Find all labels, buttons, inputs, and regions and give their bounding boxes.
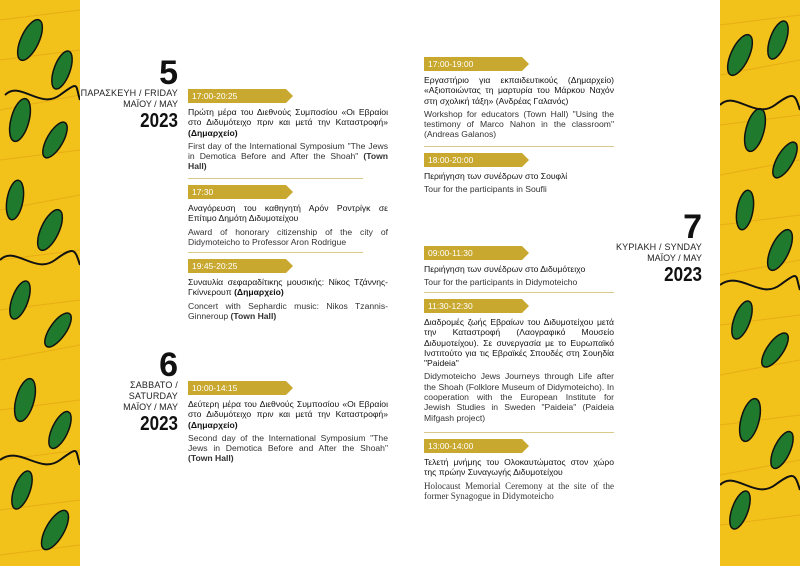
event-time-tag: 11:30-12:30 bbox=[424, 299, 522, 313]
event-item bbox=[188, 185, 388, 247]
event-greek-text: Δεύτερη μέρα του Διεθνούς Συμποσίου «Οι Εβραίοι στο Διδυμότειχο πριν και μετά την Καταστροφή» (Δημαρχείο) bbox=[188, 399, 388, 430]
event-greek-text: Αναγόρευση του καθηγητή Αρόν Ροντρίγκ σε Επίτιμο Δημότη Διδυμοτείχου bbox=[188, 203, 388, 224]
event-item bbox=[424, 57, 614, 140]
event-item bbox=[424, 299, 614, 423]
event-item bbox=[188, 259, 388, 321]
divider bbox=[424, 432, 614, 433]
day-weekday: ΣΑΒΒΑΤΟ / SATURDAY bbox=[128, 380, 178, 401]
day-month: ΜΑΪΟΥ / MAY bbox=[123, 402, 178, 412]
event-greek-text: Τελετή μνήμης του Ολοκαυτώματος στον χώρο της πρώην Συναγωγής Διδυμοτείχου bbox=[424, 457, 614, 478]
divider bbox=[188, 178, 363, 179]
day-month: ΜΑΪΟΥ / MAY bbox=[647, 253, 702, 263]
event-english-text: Holocaust Memorial Ceremony at the site of the former Synagogue in Didymoteicho bbox=[424, 480, 614, 501]
event-greek-text: Πρώτη μέρα του Διεθνούς Συμποσίου «Οι Εβραίοι στο Διδυμότειχο πριν και μετά την Καταστροφή» (Δημαρχείο) bbox=[188, 107, 388, 138]
day-year: 2023 bbox=[140, 110, 178, 132]
day-number: 6 bbox=[159, 346, 178, 384]
event-greek-text: Περιήγηση των συνέδρων στο Διδυμότειχο bbox=[424, 264, 586, 274]
divider bbox=[424, 292, 614, 293]
event-time-tag: 17:30 bbox=[188, 185, 286, 199]
day-month: ΜΑΪΟΥ / MAY bbox=[123, 99, 178, 109]
day-year: 2023 bbox=[140, 413, 178, 435]
leaf-pattern-right bbox=[720, 0, 800, 566]
event-english-text: Second day of the International Symposium "The Jews in Demotica Before and After the Shoah" (Town Hall) bbox=[188, 432, 388, 464]
event-time-tag: 10:00-14:15 bbox=[188, 381, 286, 395]
event-english-text: First day of the International Symposium "The Jews in Demotica Before and After the Shoah" (Town Hall) bbox=[188, 140, 388, 172]
event-time-tag: 17:00-19:00 bbox=[424, 57, 522, 71]
event-time-tag: 17:00-20:25 bbox=[188, 89, 286, 103]
event-english-text: Award of honorary citizenship of the city of Didymoteicho to Professor Aron Rodrigue bbox=[188, 226, 388, 247]
day-year: 2023 bbox=[664, 264, 702, 286]
event-english-text: Tour for the participants in Soufli bbox=[424, 184, 547, 195]
decorative-side-panel-left bbox=[0, 0, 80, 566]
event-greek-text: Εργαστήριο για εκπαιδευτικούς (Δημαρχείο) «Αξιοποιώντας τη μαρτυρία του Μάρκου Ναχόν στη σχολική τάξη» (Ανδρέας Γαλανός) bbox=[424, 75, 614, 106]
event-greek-text: Διαδρομές ζωής Εβραίων του Διδυμοτείχου μετά την Καταστροφή (Λαογραφικό Μουσείο Διδυμοτείχου). Σε συνεργασία με το Ευρωπαϊκό Ινστιτούτο για τις Εβραϊκές Σπουδές στη Σουηδία "Paideia" bbox=[424, 317, 614, 369]
event-item bbox=[188, 89, 388, 172]
event-english-text: Workshop for educators (Town Hall) "Using the testimony of Marco Nahon in the classroom" (Andreas Galanos) bbox=[424, 108, 614, 140]
event-time-tag: 09:00-11:30 bbox=[424, 246, 522, 260]
day-weekday: ΠΑΡΑΣΚΕΥΗ / FRIDAY bbox=[80, 88, 178, 98]
event-greek-text: Περιήγηση των συνέδρων στο Σουφλί bbox=[424, 171, 568, 181]
event-time-tag: 13:00-14:00 bbox=[424, 439, 522, 453]
event-time-tag: 19:45-20:25 bbox=[188, 259, 286, 273]
event-time-tag: 18:00-20:00 bbox=[424, 153, 522, 167]
divider bbox=[424, 146, 614, 147]
day-number: 7 bbox=[683, 208, 702, 246]
day-number: 5 bbox=[159, 54, 178, 92]
event-english-text: Didymoteicho Jews Journeys through Life after the Shoah (Folklore Museum of Didymoteicho). In cooperation with the European Institute for Jewish Studies in Sweden "Paideia" (Paideia Mifgash project) bbox=[424, 371, 614, 423]
event-item bbox=[424, 153, 614, 195]
leaf-pattern-left bbox=[0, 0, 80, 566]
day-header-6 bbox=[80, 346, 178, 435]
event-item bbox=[424, 439, 614, 501]
event-item bbox=[188, 381, 388, 464]
divider bbox=[188, 252, 363, 253]
event-greek-text: Συναυλία σεφαραδίτικης μουσικής: Νίκος Τζάννης-Γκίννερουπ (Δημαρχείο) bbox=[188, 277, 388, 298]
event-english-text: Tour for the participants in Didymoteicho bbox=[424, 277, 578, 288]
event-item bbox=[424, 246, 614, 288]
decorative-side-panel-right bbox=[720, 0, 800, 566]
event-english-text: Concert with Sephardic music: Nikos Tzannis-Ginneroup (Town Hall) bbox=[188, 300, 388, 321]
day-weekday: ΚΥΡΙΑΚΗ / SYNDAY bbox=[615, 242, 702, 252]
day-header-5 bbox=[80, 54, 178, 132]
